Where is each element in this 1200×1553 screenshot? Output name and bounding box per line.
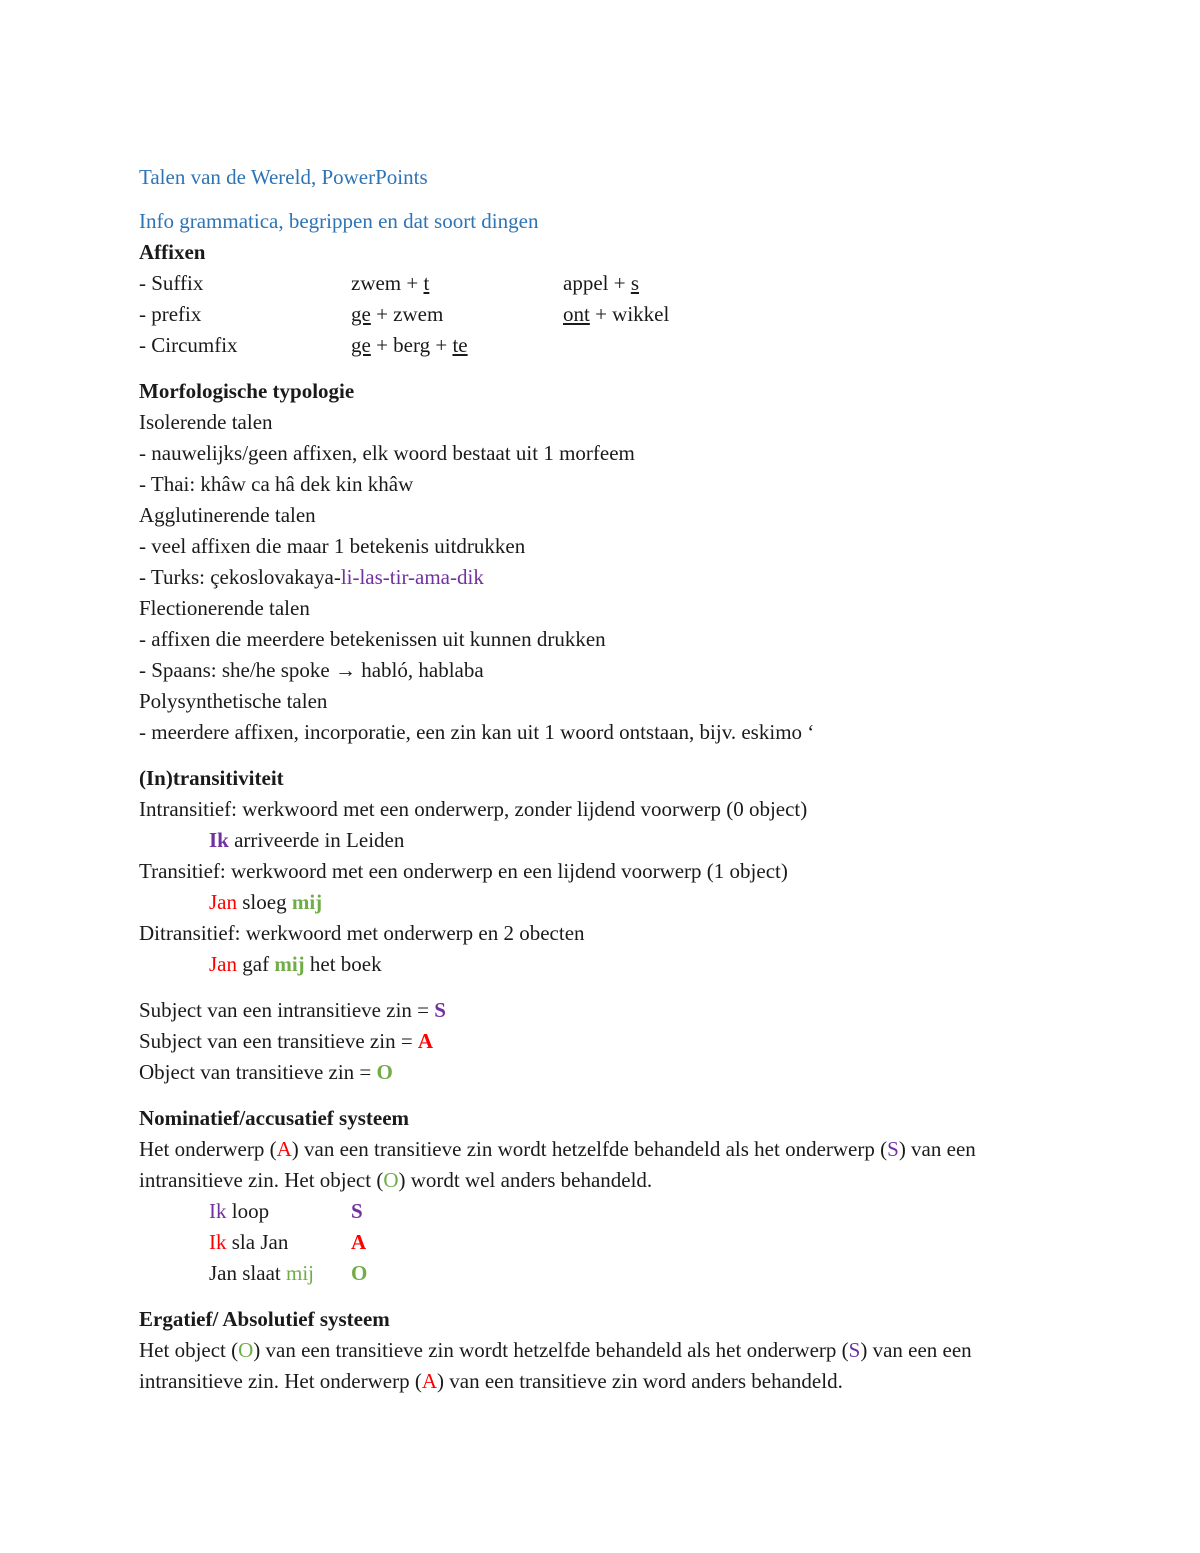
ditransitief-def: Ditransitief: werkwoord met onderwerp en 2 obecten — [139, 921, 585, 945]
intransitief-def: Intransitief: werkwoord met een onderwerp, zonder lijdend voorwerp (0 object) — [139, 797, 808, 821]
nominatief-example-1: Ik loop S — [209, 1199, 363, 1223]
document-content — [139, 162, 1079, 1397]
agglutinerend-title: Agglutinerende talen — [139, 503, 316, 527]
polysynthetisch-title: Polysynthetische talen — [139, 689, 328, 713]
definition-o: Object van transitieve zin = O — [139, 1060, 393, 1084]
flectionerend-line-2: - Spaans: she/he spoke → habló, hablaba — [139, 658, 484, 682]
doc-subtitle: Info grammatica, begrippen en dat soort dingen — [139, 209, 539, 233]
ditransitief-example: Jan gaf mij het boek — [209, 952, 382, 976]
definition-s: Subject van een intransitieve zin = S — [139, 998, 446, 1022]
flectionerend-line-1: - affixen die meerdere betekenissen uit kunnen drukken — [139, 627, 606, 651]
isolerend-line-1: - nauwelijks/geen affixen, elk woord bestaat uit 1 morfeem — [139, 441, 635, 465]
definition-a: Subject van een transitieve zin = A — [139, 1029, 434, 1053]
isolerend-line-2: - Thai: khâw ca hâ dek kin khâw — [139, 472, 414, 496]
agglutinerend-line-2: - Turks: çekoslovakaya-li-las-tir-ama-dik — [139, 565, 484, 589]
affix-row-circumfix: - Circumfix ge + berg + te — [139, 333, 468, 357]
heading-affixen: Affixen — [139, 240, 206, 264]
polysynthetisch-line-1: - meerdere affixen, incorporatie, een zin kan uit 1 woord ontstaan, bijv. eskimo ‘ — [139, 720, 815, 744]
ergatief-paragraph: Het object (O) van een transitieve zin wordt hetzelfde behandeld als het onderwerp (S) van een een intransitieve zin. Het onderwerp (A) van een transitieve zin word anders behandeld. — [139, 1338, 972, 1393]
affix-row-suffix: - Suffix zwem + t appel + s — [139, 271, 640, 295]
isolerend-title: Isolerende talen — [139, 410, 273, 434]
nominatief-example-2: Ik sla Jan A — [209, 1230, 367, 1254]
heading-ergatief: Ergatief/ Absolutief systeem — [139, 1307, 390, 1331]
transitief-def: Transitief: werkwoord met een onderwerp en een lijdend voorwerp (1 object) — [139, 859, 788, 883]
agglutinerend-line-1: - veel affixen die maar 1 betekenis uitdrukken — [139, 534, 526, 558]
nominatief-example-3: Jan slaat mij O — [209, 1261, 368, 1285]
transitief-example: Jan sloeg mij — [209, 890, 323, 914]
doc-title: Talen van de Wereld, PowerPoints — [139, 165, 428, 189]
heading-transitiviteit: (In)transitiviteit — [139, 766, 284, 790]
arrow-right-icon: → — [334, 658, 356, 682]
flectionerend-title: Flectionerende talen — [139, 596, 310, 620]
nominatief-paragraph: Het onderwerp (A) van een transitieve zin wordt hetzelfde behandeld als het onderwerp (S) van een intransitieve zin. Het object (O) wordt wel anders behandeld. — [139, 1137, 976, 1192]
heading-nominatief: Nominatief/accusatief systeem — [139, 1106, 410, 1130]
affix-row-prefix: - prefix ge + zwem ont + wikkel — [139, 302, 670, 326]
intransitief-example: Ik arriveerde in Leiden — [209, 828, 405, 852]
heading-morfologie: Morfologische typologie — [139, 379, 355, 403]
